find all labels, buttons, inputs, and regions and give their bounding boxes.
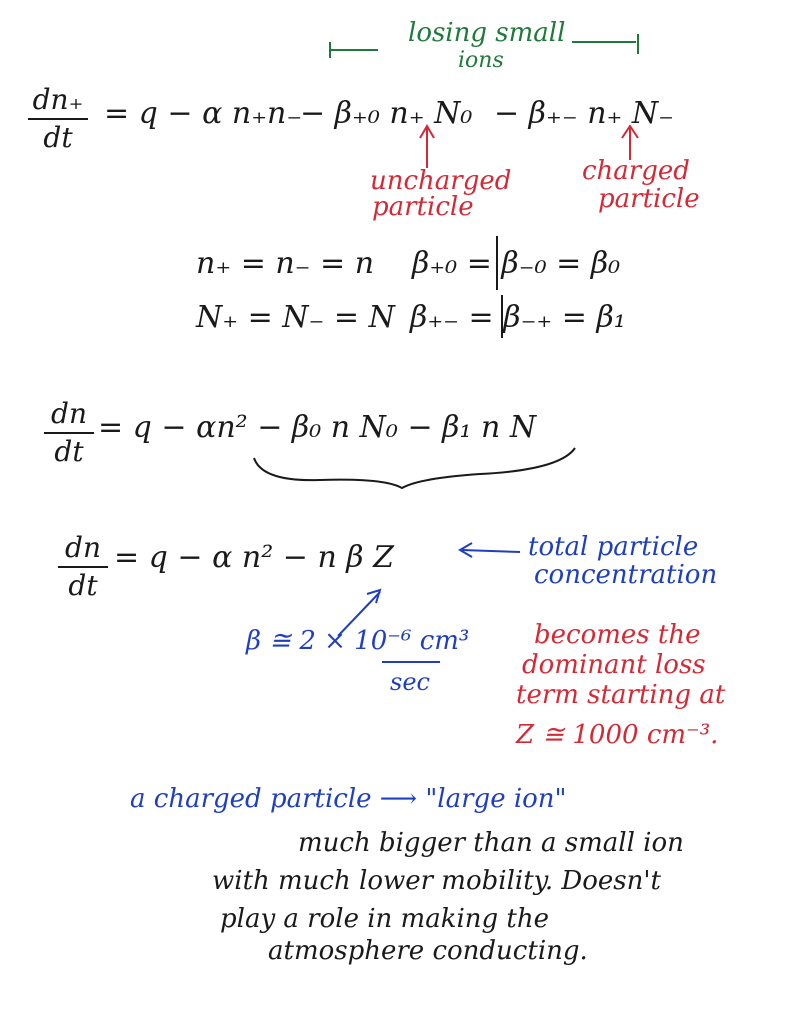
- closing-line3: with much lower mobility. Doesn't: [212, 866, 661, 896]
- losing-small-ions-line1: losing small: [408, 18, 566, 48]
- arrow-total-to-z: [462, 550, 520, 552]
- assumption-row1-right: β₊₀ = β₋₀ = β₀: [412, 246, 621, 281]
- eq3-fraction-bar: [58, 566, 108, 568]
- total-particle-line1: total particle: [528, 532, 699, 562]
- losing-small-ions-line2: ions: [458, 48, 504, 73]
- closing-line4: play a role in making the: [220, 904, 550, 934]
- eq3-lhs-num: dn: [65, 531, 101, 564]
- assumption-row2-right: β₊₋ = β₋₊ = β₁: [410, 300, 626, 335]
- eq3-lhs-fraction: [58, 532, 108, 602]
- loss-terms-brace: [254, 448, 575, 488]
- beta-unit: sec: [390, 668, 430, 696]
- dominant-line1: becomes the: [534, 620, 701, 650]
- eq2-rhs: = q − αn² − β₀ n N₀ − β₁ n N: [98, 410, 537, 445]
- eq3-lhs-den: dt: [68, 569, 98, 602]
- closing-line2: much bigger than a small ion: [298, 828, 684, 858]
- assumption-row2-left: N₊ = N₋ = N: [196, 300, 395, 335]
- closing-line5: atmosphere conducting.: [268, 936, 588, 966]
- eq2-lhs-num: dn: [51, 397, 87, 430]
- label-charged-line1: charged: [582, 156, 690, 186]
- dominant-line3: term starting at: [516, 680, 726, 710]
- eq2-lhs-den: dt: [54, 435, 84, 468]
- label-uncharged-line1: uncharged: [370, 166, 512, 196]
- beta-value: β ≅ 2 × 10⁻⁶ cm³: [246, 626, 470, 656]
- eq1-lhs-den: dt: [43, 121, 73, 154]
- dominant-line2: dominant loss: [522, 650, 706, 680]
- total-particle-line2: concentration: [534, 560, 718, 590]
- eq1-term-charged: − β₊₋ n₊ N₋: [494, 96, 674, 131]
- eq2-lhs-fraction: [44, 398, 94, 468]
- label-uncharged-line2: particle: [372, 192, 474, 222]
- assumption-row1-left: n₊ = n₋ = n: [196, 246, 375, 281]
- label-charged-line2: particle: [598, 184, 700, 214]
- eq1-term-uncharged: − β₊₀ n₊ N₀: [300, 96, 473, 131]
- eq1-lhs-num: dn₊: [32, 83, 84, 116]
- eq1-fraction-bar: [28, 118, 88, 120]
- eq1-lhs-fraction: [28, 84, 88, 154]
- eq1-rhs-part1: = q − α n₊n₋: [104, 96, 303, 131]
- eq3-rhs: = q − α n² − n β Z: [114, 540, 395, 575]
- arrow-beta-head: [367, 590, 380, 603]
- eq2-fraction-bar: [44, 432, 94, 434]
- closing-line1: a charged particle ⟶ "large ion": [130, 784, 567, 814]
- dominant-line4: Z ≅ 1000 cm⁻³.: [516, 720, 719, 750]
